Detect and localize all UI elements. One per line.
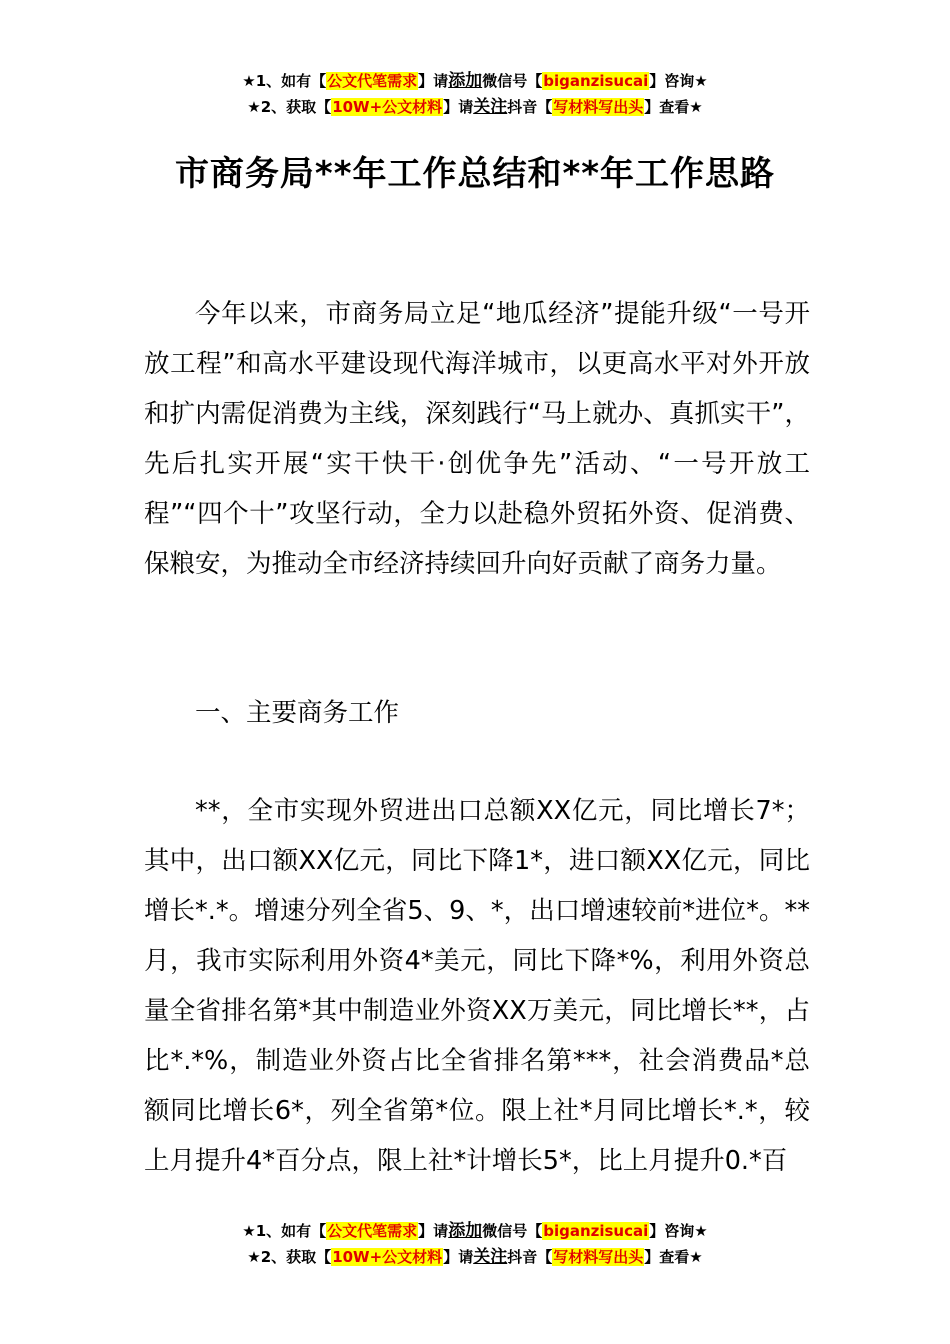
banner-text: ★2、获取【 xyxy=(247,98,332,116)
header-banner xyxy=(0,68,950,120)
banner-text: 微信号【 xyxy=(482,72,543,90)
banner-text: 】请 xyxy=(443,1248,474,1266)
banner-underline: 添加 xyxy=(448,1221,483,1241)
banner-highlight: 10W+公文材料 xyxy=(332,1248,443,1266)
banner-highlight: 公文代笔需求 xyxy=(327,1222,418,1240)
banner-text: 微信号【 xyxy=(482,1222,543,1240)
banner-underline: 关注 xyxy=(473,97,508,117)
banner-text: 】查看★ xyxy=(644,98,703,116)
banner-text: 】咨询★ xyxy=(649,1222,708,1240)
banner-text: ★1、如有【 xyxy=(242,1222,327,1240)
banner-text: 】查看★ xyxy=(644,1248,703,1266)
intro-paragraph: 今年以来，市商务局立足“地瓜经济”提能升级“一号开放工程”和高水平建设现代海洋城市，以更高水平对外开放和扩内需促消费为主线，深刻践行“马上就办、真抓实干”，先后扎实开展“实干快干·创优争先”活动、“一号开放工程”“四个十”攻坚行动，全力以赴稳外贸拓外资、促消费、保粮安，为推动全市经济持续回升向好贡献了商务力量。 xyxy=(144,299,810,579)
banner-line-2 xyxy=(0,1244,950,1270)
body-paragraph: **，全市实现外贸进出口总额XX亿元，同比增长7*；其中，出口额XX亿元，同比下降1*，进口额XX亿元，同比增长*.*。增速分列全省5、9、*，出口增速较前*进位*。**月，我市实际利用外资4*美元，同比下降*%，利用外资总量全省排名第*其中制造业外资XX万美元，同比增长**，占比*.*%，制造业外资占比全省排名第***，社会消费品*总额同比增长6*，列全省第*位。限上社*月同比增长*.*，较上月提升4*百分点，限上社*计增长5*，比上月提升0.*百 xyxy=(144,796,810,1176)
banner-line-1 xyxy=(0,68,950,94)
banner-text: 抖音【 xyxy=(507,98,553,116)
banner-highlight: 写材料写出头 xyxy=(553,1248,644,1266)
banner-text: ★2、获取【 xyxy=(247,1248,332,1266)
banner-text: 】请 xyxy=(443,98,474,116)
banner-highlight: 公文代笔需求 xyxy=(327,72,418,90)
banner-text: 】咨询★ xyxy=(649,72,708,90)
banner-line-1 xyxy=(0,1218,950,1244)
banner-text: 】请 xyxy=(418,72,449,90)
banner-text: ★1、如有【 xyxy=(242,72,327,90)
footer-banner xyxy=(0,1218,950,1270)
page-title: 市商务局**年工作总结和**年工作思路 xyxy=(174,154,776,194)
banner-highlight: biganzisucai xyxy=(543,72,649,90)
banner-text: 】请 xyxy=(418,1222,449,1240)
banner-line-2 xyxy=(0,94,950,120)
banner-text: 抖音【 xyxy=(507,1248,553,1266)
banner-underline: 关注 xyxy=(473,1247,508,1267)
banner-highlight: 写材料写出头 xyxy=(553,98,644,116)
banner-underline: 添加 xyxy=(448,71,483,91)
banner-highlight: 10W+公文材料 xyxy=(332,98,443,116)
banner-highlight: biganzisucai xyxy=(543,1222,649,1240)
section-heading: 一、主要商务工作 xyxy=(195,698,400,728)
